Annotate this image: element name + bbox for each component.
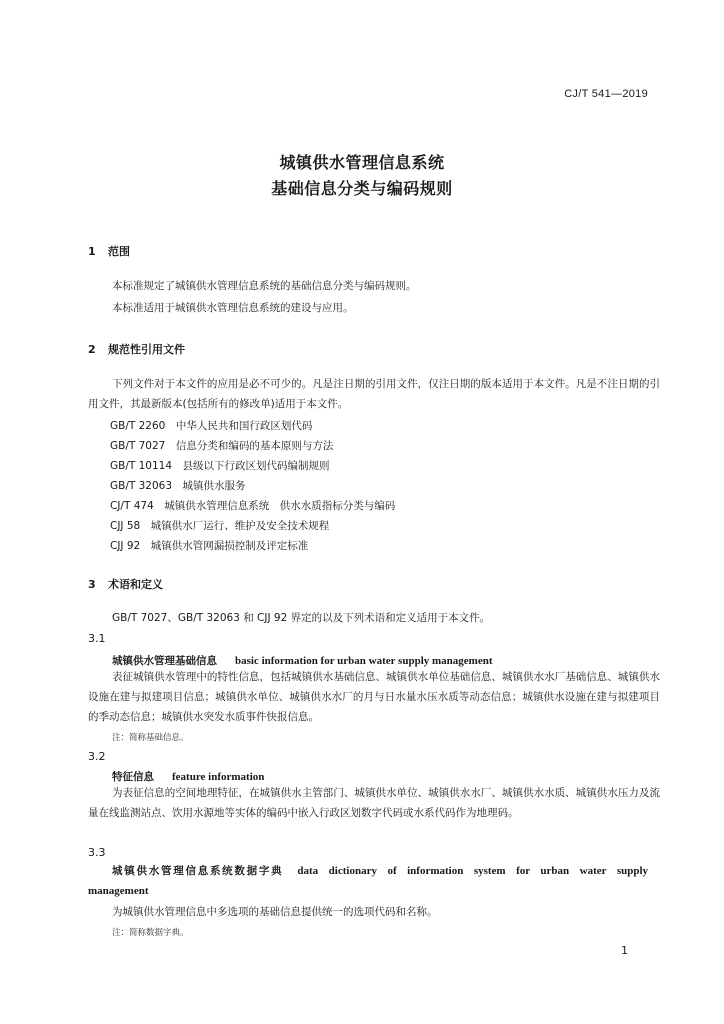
section-number: 3: [88, 578, 96, 591]
section-number: 1: [88, 245, 96, 258]
term-heading: [112, 769, 264, 784]
section-title: 规范性引用文件: [108, 343, 185, 356]
section-title: 范围: [108, 245, 130, 258]
scope-paragraph-1: 本标准规定了城镇供水管理信息系统的基础信息分类与编码规则。: [112, 280, 417, 292]
term-number: 3.1: [88, 632, 106, 645]
term-note: 注：简称基础信息。: [112, 733, 189, 743]
section-3-heading: [88, 576, 163, 592]
term-zh: 特征信息: [112, 771, 154, 783]
reference-item: CJ/T 474 城镇供水管理信息系统 供水水质指标分类与编码: [110, 500, 396, 512]
standard-code: CJ/T 541—2019: [564, 88, 648, 100]
reference-item: GB/T 2260 中华人民共和国行政区划代码: [110, 420, 313, 432]
term-definition: 为表征信息的空间地理特征，在城镇供水主管部门、城镇供水单位、城镇供水水厂、城镇供水水质、城镇供水压力及流量在线监测站点、饮用水源地等实体的编码中嵌入行政区划数字代码或水系代码作为地理码。: [88, 787, 660, 819]
term-zh: 城镇供水管理基础信息: [112, 655, 217, 667]
terms-intro: GB/T 7027、GB/T 32063 和 CJJ 92 界定的以及下列术语和定义适用于本文件。: [112, 612, 491, 624]
term-en: feature information: [172, 771, 265, 783]
term-definition: 为城镇供水管理信息中多选项的基础信息提供统一的选项代码和名称。: [112, 906, 438, 918]
reference-item: CJJ 92 城镇供水管网漏损控制及评定标准: [110, 540, 309, 552]
section-number: 2: [88, 343, 96, 356]
section-title: 术语和定义: [108, 578, 163, 591]
term-en: basic information for urban water supply management: [235, 655, 493, 667]
reference-item: GB/T 10114 县级以下行政区划代码编制规则: [110, 460, 330, 472]
normative-intro: 下列文件对于本文件的应用是必不可少的。凡是注日期的引用文件，仅注日期的版本适用于本文件。凡是不注日期的引用文件，其最新版本(包括所有的修改单)适用于本文件。: [88, 378, 660, 410]
term-definition: 表征城镇供水管理中的特性信息，包括城镇供水基础信息、城镇供水单位基础信息、城镇供水水厂基础信息、城镇供水设施在建与拟建项目信息；城镇供水单位、城镇供水水厂的月与日水量水压水质等动态信息；城镇供水设施在建与拟建项目的季动态信息；城镇供水突发水质事件快报信息。: [88, 671, 660, 723]
document-title-line2: 基础信息分类与编码规则: [271, 179, 453, 198]
term-number: 3.3: [88, 846, 106, 859]
reference-item: CJJ 58 城镇供水厂运行、维护及安全技术规程: [110, 520, 330, 532]
term-note: 注：简称数据字典。: [112, 928, 189, 938]
term-heading: [112, 653, 493, 668]
section-1-heading: [88, 243, 130, 259]
term-zh: 城镇供水管理信息系统数据字典: [112, 865, 284, 877]
term-number: 3.2: [88, 750, 106, 763]
term-heading: [88, 861, 648, 901]
document-title-line1: 城镇供水管理信息系统: [279, 153, 445, 172]
term-en: data dictionary of information system for urban water supply management: [88, 865, 649, 897]
reference-item: GB/T 7027 信息分类和编码的基本原则与方法: [110, 440, 334, 452]
scope-paragraph-2: 本标准适用于城镇供水管理信息系统的建设与应用。: [112, 302, 354, 314]
reference-item: GB/T 32063 城镇供水服务: [110, 480, 246, 492]
page-number: 1: [621, 944, 628, 957]
section-2-heading: [88, 341, 185, 357]
